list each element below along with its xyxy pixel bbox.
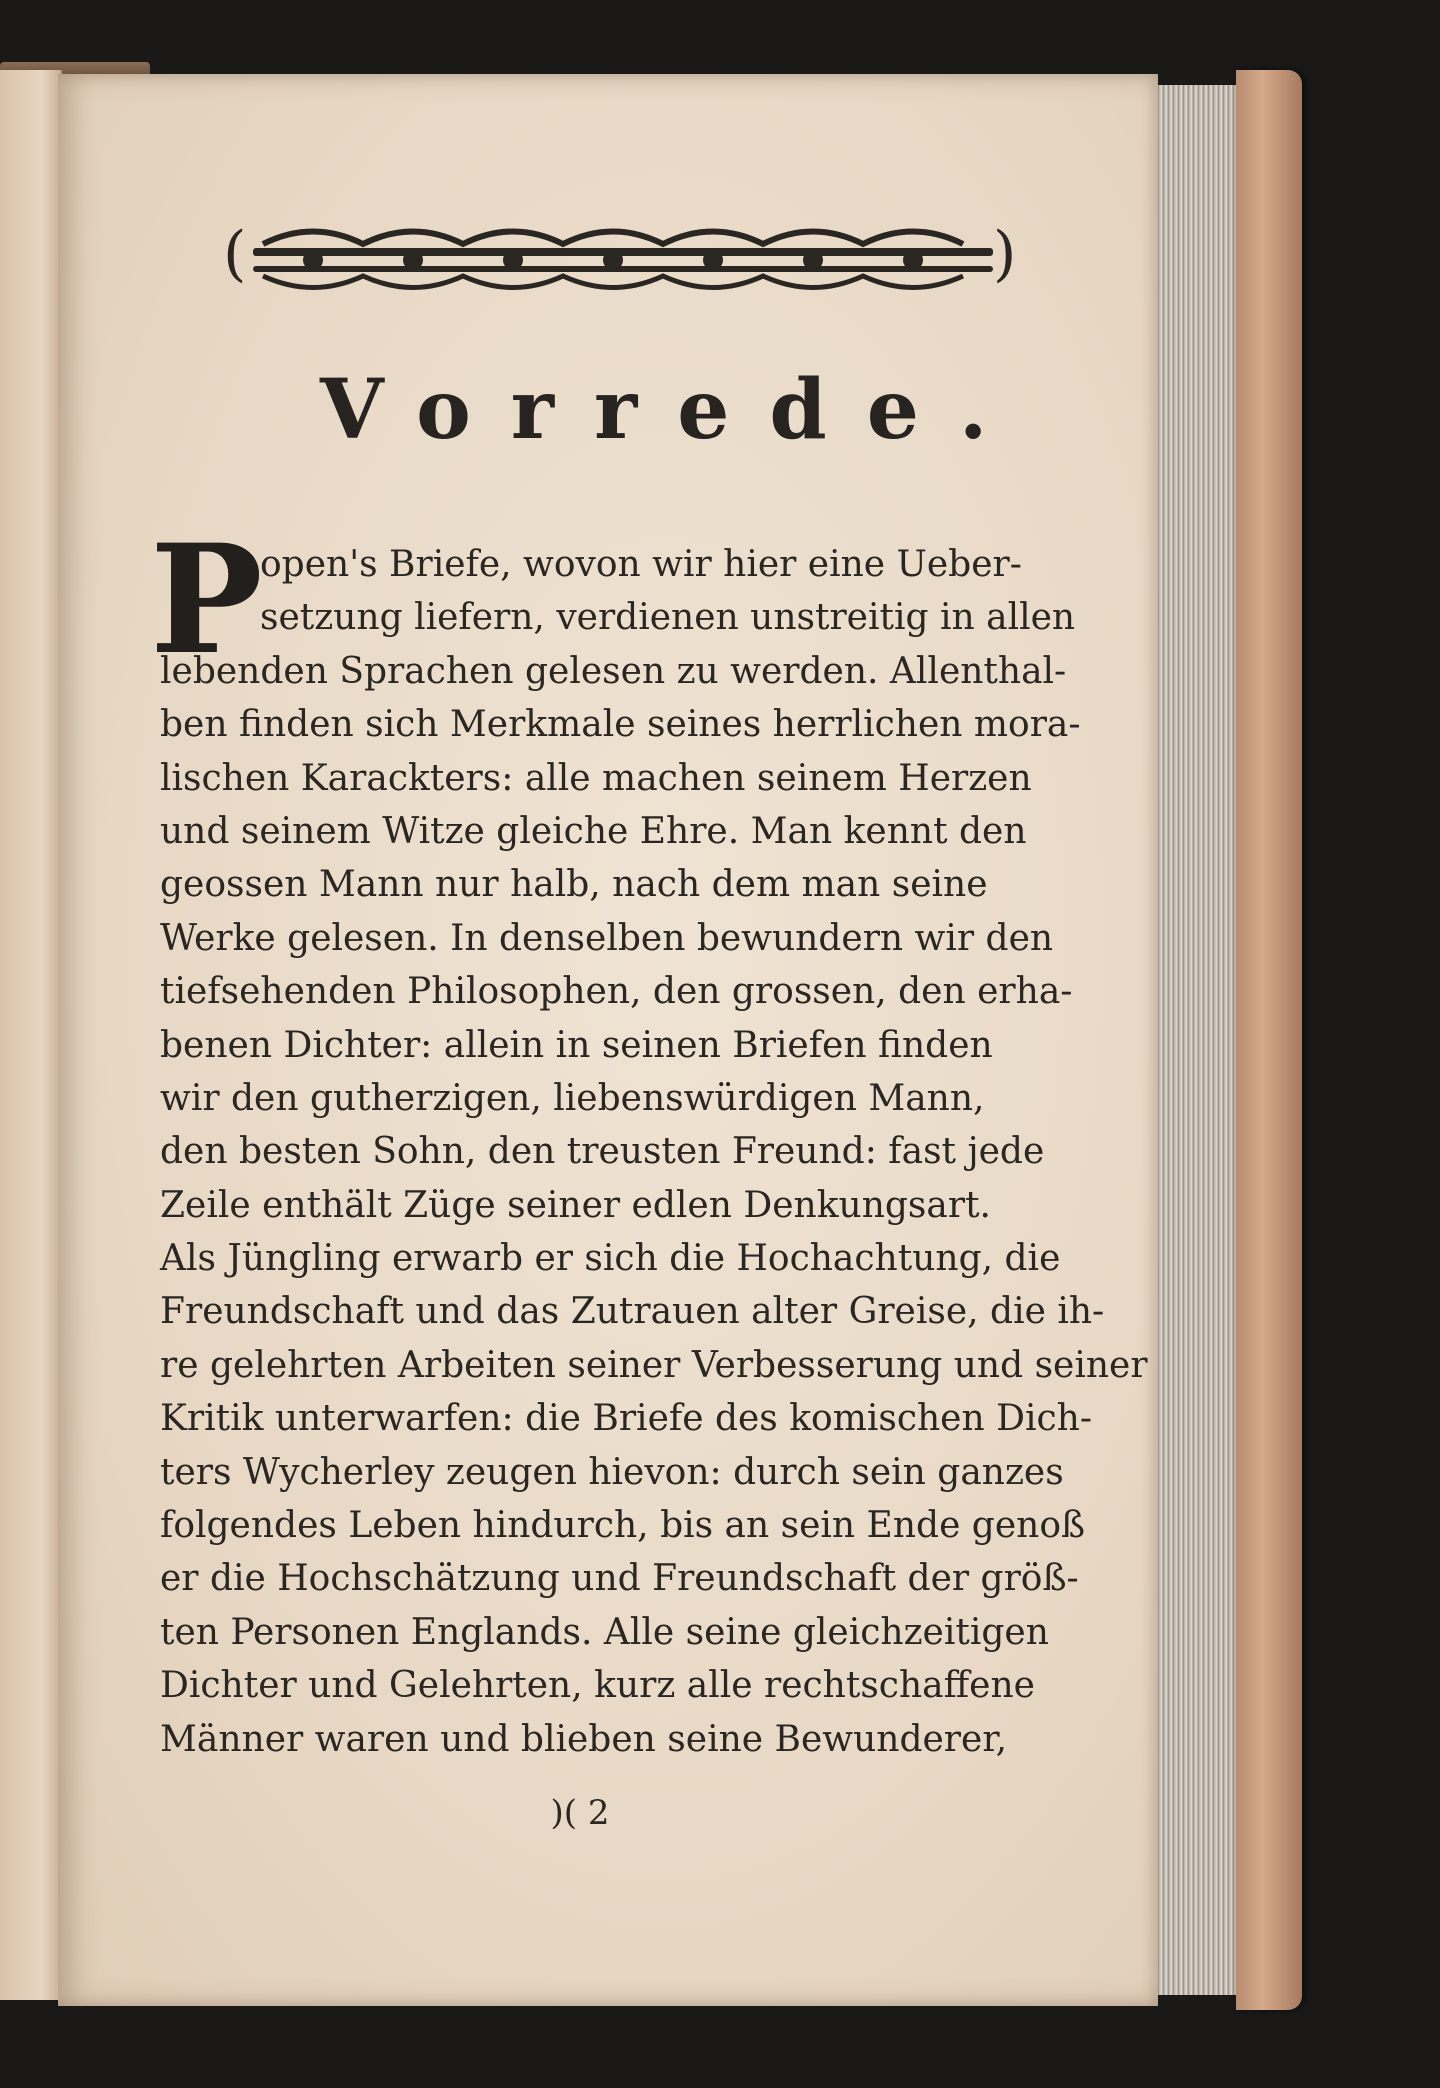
text-line: re gelehrten Arbeiten seiner Verbesserung und seiner	[160, 1344, 1148, 1386]
text-line: Werke gelesen. In denselben bewundern wir den	[160, 917, 1054, 959]
drop-cap: P	[150, 512, 263, 688]
text-line: Dichter und Gelehrten, kurz alle rechtschaffene	[160, 1665, 1035, 1707]
text-line: ben finden sich Merkmale seines herrlichen mora-	[160, 704, 1081, 746]
text-line: folgendes Leben hindurch, bis an sein Ende genoß	[160, 1505, 1086, 1547]
text-line: Freundschaft und das Zutrauen alter Greise, die ih-	[160, 1291, 1105, 1333]
svg-text:(: (	[223, 219, 247, 289]
text-line: open's Briefe, wovon wir hier eine Ueber-	[260, 544, 1022, 585]
headpiece-ornament	[223, 214, 1023, 304]
text-line: lischen Karackters: alle machen seinem Herzen	[160, 757, 1032, 799]
body-text	[160, 538, 1148, 1766]
text-line: und seinem Witze gleiche Ehre. Man kennt den	[160, 810, 1027, 852]
text-line: Kritik unterwarfen: die Briefe des komischen Dich-	[160, 1398, 1092, 1440]
text-line: Als Jüngling erwarb er sich die Hochachtung, die	[160, 1238, 1061, 1280]
text-line: lebenden Sprachen gelesen zu werden. Allenthal-	[160, 650, 1067, 692]
text-line: er die Hochschätzung und Freundschaft der größ-	[160, 1558, 1079, 1600]
page-heading: Vorrede.	[320, 362, 1028, 458]
text-line: den besten Sohn, den treusten Freund: fast jede	[160, 1131, 1045, 1173]
book	[0, 60, 1300, 2020]
page-block-edge	[1150, 85, 1242, 1995]
text-line: Zeile enthält Züge seiner edlen Denkungsart.	[160, 1184, 991, 1226]
text-line: wir den gutherzigen, liebenswürdigen Mann,	[160, 1077, 985, 1119]
cover-edge	[1236, 70, 1302, 2010]
left-page-edge	[0, 70, 62, 2000]
text-line: geossen Mann nur halb, nach dem man seine	[160, 864, 988, 906]
text-line: benen Dichter: allein in seinen Briefen finden	[160, 1024, 993, 1066]
svg-text:): )	[993, 219, 1017, 289]
text-line: ten Personen Englands. Alle seine gleichzeitigen	[160, 1611, 1049, 1653]
text-line: tiefsehenden Philosophen, den grossen, den erha-	[160, 971, 1073, 1013]
text-line: ters Wycherley zeugen hievon: durch sein ganzes	[160, 1451, 1064, 1493]
text-line: setzung liefern, verdienen unstreitig in allen	[260, 597, 1076, 639]
text-line: Männer waren und blieben seine Bewunderer,	[160, 1718, 1008, 1760]
signature-mark: )( 2	[550, 1793, 610, 1833]
